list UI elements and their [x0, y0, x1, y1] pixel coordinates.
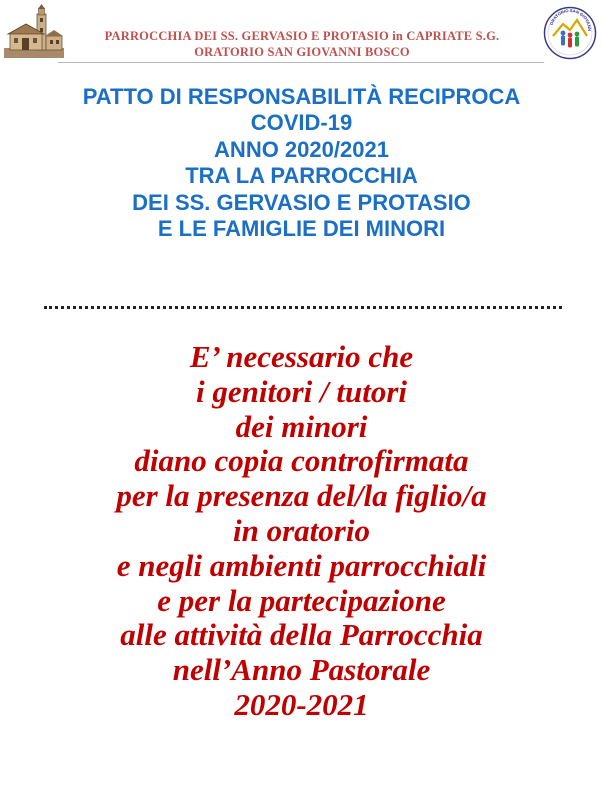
body-line-4: diano copia controfirmata	[134, 443, 469, 479]
title-line-2: COVID-19	[250, 110, 353, 136]
title-line-6: E LE FAMIGLIE DEI MINORI	[157, 216, 446, 242]
body-line-3: dei minori	[235, 408, 368, 444]
title-line-5: DEI SS. GERVASIO E PROTASIO	[132, 189, 471, 215]
header-divider	[58, 62, 544, 63]
body-line-11: 2020-2021	[234, 686, 369, 722]
svg-text:ORATORIO SAN GIOVANNI BOSCO: ORATORIO SAN GIOVANN	[548, 7, 593, 32]
page-header	[0, 0, 603, 64]
oratorio-logo-icon	[543, 6, 597, 60]
body-line-7: e negli ambienti parrocchiali	[116, 547, 487, 583]
body-line-2: i genitori / tutori	[195, 373, 408, 409]
header-oratorio-name: ORATORIO SAN GIOVANNI BOSCO	[194, 45, 410, 59]
title-line-3: ANNO 2020/2021	[214, 136, 389, 162]
header-parish-name: PARROCCHIA DEI SS. GERVASIO E PROTASIO in CAPRIATE S.G.	[104, 29, 500, 43]
body-line-1: E’ necessario che	[189, 339, 414, 374]
body-line-9: alle attività della Parrocchia	[120, 617, 483, 653]
title-line-4: TRA LA PARROCCHIA	[185, 163, 418, 189]
body-line-5: per la presenza del/la figlio/a	[116, 478, 487, 514]
dotted-separator	[44, 306, 562, 309]
body-line-6: in oratorio	[233, 512, 370, 548]
body-line-10: nell’Anno Pastorale	[172, 652, 431, 688]
document-title	[0, 84, 603, 242]
church-icon	[4, 4, 64, 58]
header-title	[64, 28, 540, 60]
body-line-8: e per la partecipazione	[157, 582, 446, 618]
title-line-1: PATTO DI RESPONSABILITÀ RECIPROCA	[82, 84, 521, 109]
notice-body	[0, 340, 603, 723]
